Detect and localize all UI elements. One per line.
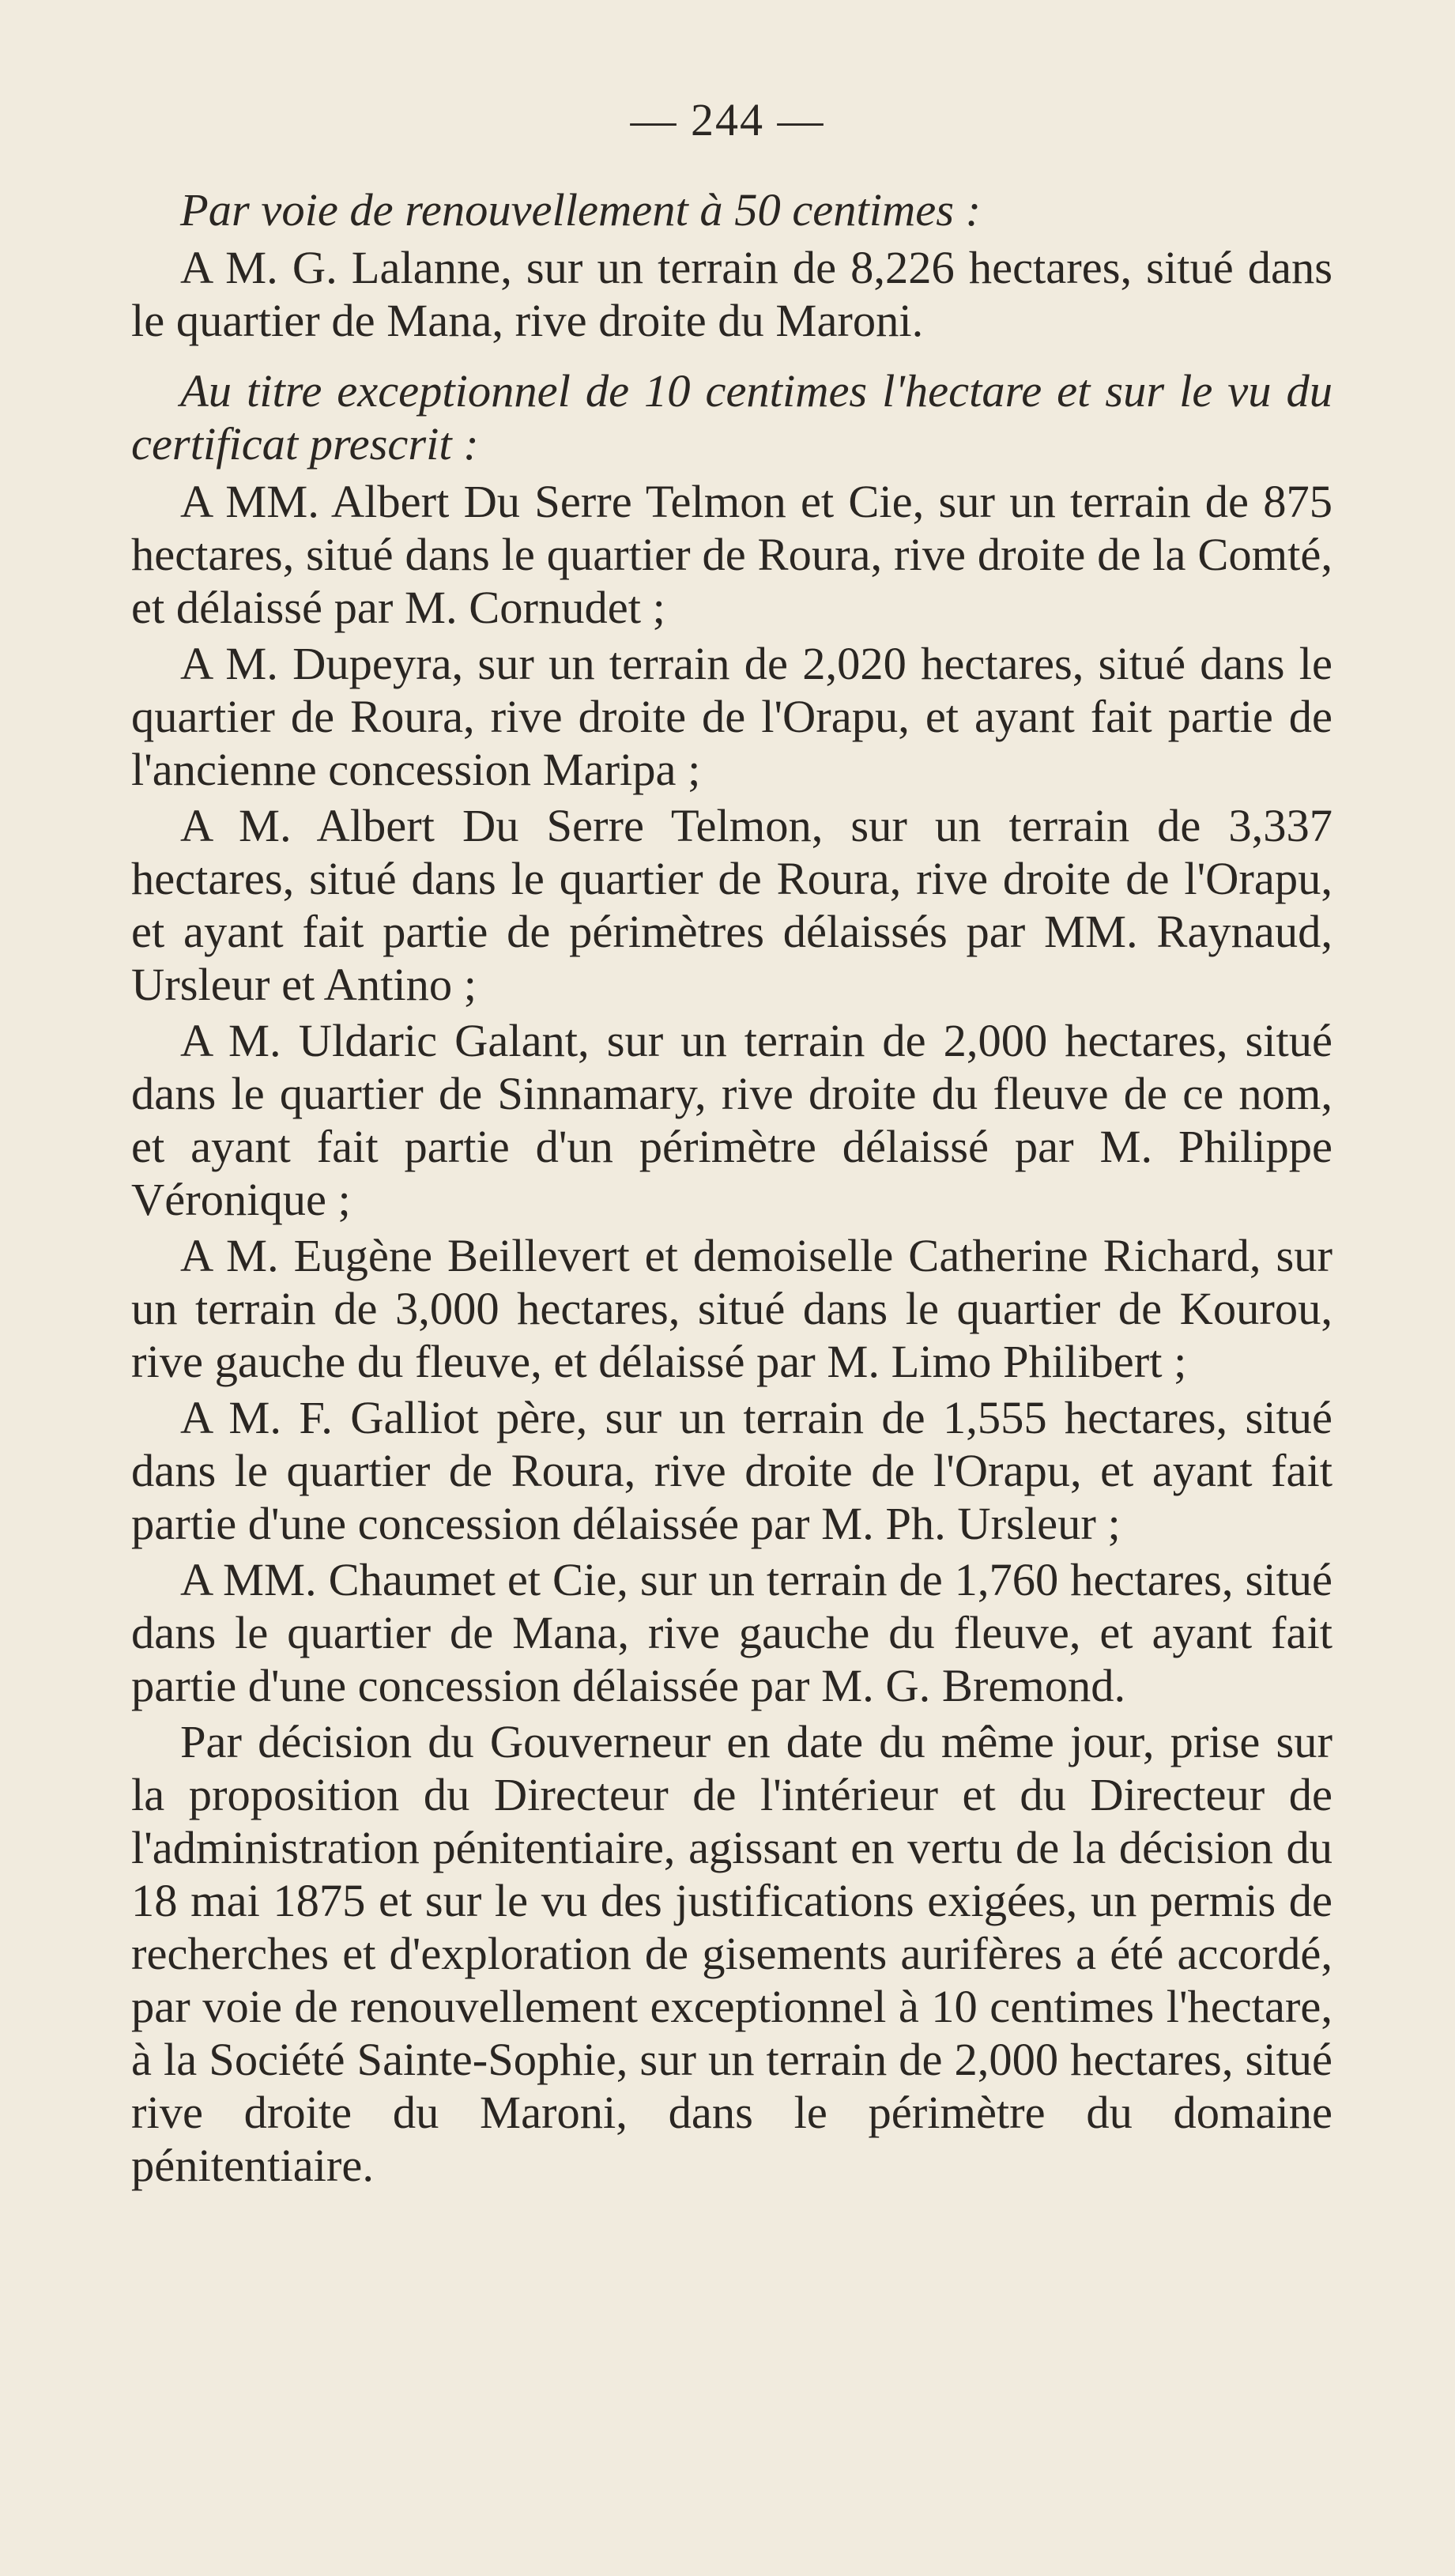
page-number: — 244 — bbox=[630, 94, 825, 145]
paragraph: A M. Dupeyra, sur un terrain de 2,020 hectares, situé dans le quartier de Roura, rive droite de l'Orapu, et ayant fait partie de l'ancienne concession Maripa ; bbox=[131, 638, 1332, 795]
paragraph: A MM. Chaumet et Cie, sur un terrain de 1,760 hectares, situé dans le quartier de Mana, rive gauche du fleuve, et ayant fait partie d'une concession délaissée par M. G. Bremond. bbox=[131, 1554, 1332, 1711]
paragraph: A M. G. Lalanne, sur un terrain de 8,226 hectares, situé dans le quartier de Mana, rive droite du Maroni. bbox=[131, 242, 1332, 346]
paragraph: A M. Eugène Beillevert et demoiselle Catherine Richard, sur un terrain de 3,000 hectares, situé dans le quartier de Kourou, rive gauche du fleuve, et délaissé par M. Limo Philibert ; bbox=[131, 1230, 1332, 1387]
paragraph: A M. Uldaric Galant, sur un terrain de 2,000 hectares, situé dans le quartier de Sinnamary, rive droite du fleuve de ce nom, et ayant fait partie d'un périmètre délaissé par M. Philippe Véronique ; bbox=[131, 1015, 1332, 1225]
document-body bbox=[131, 183, 1332, 2192]
paragraph: A M. Albert Du Serre Telmon, sur un terrain de 3,337 hectares, situé dans le quartier de Roura, rive droite de l'Orapu, et ayant fait partie de périmètres délaissés par MM. Raynaud, Ursleur et Antino ; bbox=[131, 800, 1332, 1010]
paragraph: A MM. Albert Du Serre Telmon et Cie, sur un terrain de 875 hectares, situé dans le quartier de Roura, rive droite de la Comté, et délaissé par M. Cornudet ; bbox=[131, 476, 1332, 633]
section-heading: Au titre exceptionnel de 10 centimes l'hectare et sur le vu du certificat prescrit : bbox=[131, 365, 1332, 470]
paragraph: Par décision du Gouverneur en date du même jour, prise sur la proposition du Directeur de l'intérieur et du Directeur de l'administration pénitentiaire, agissant en vertu de la décision du 18 mai 1875 et sur le vu des justifications exigées, un permis de recherches et d'exploration de gisements aurifères a été accordé, par voie de renouvellement exceptionnel à 10 centimes l'hectare, à la Société Sainte-Sophie, sur un terrain de 2,000 hectares, situé rive droite du Maroni, dans le périmètre du domaine pénitentiaire. bbox=[131, 1716, 1332, 2191]
section-heading: Par voie de renouvellement à 50 centimes : bbox=[180, 184, 982, 236]
paragraph: A M. F. Galliot père, sur un terrain de 1,555 hectares, situé dans le quartier de Roura, rive droite de l'Orapu, et ayant fait partie d'une concession délaissée par M. Ph. Ursleur ; bbox=[131, 1392, 1332, 1549]
